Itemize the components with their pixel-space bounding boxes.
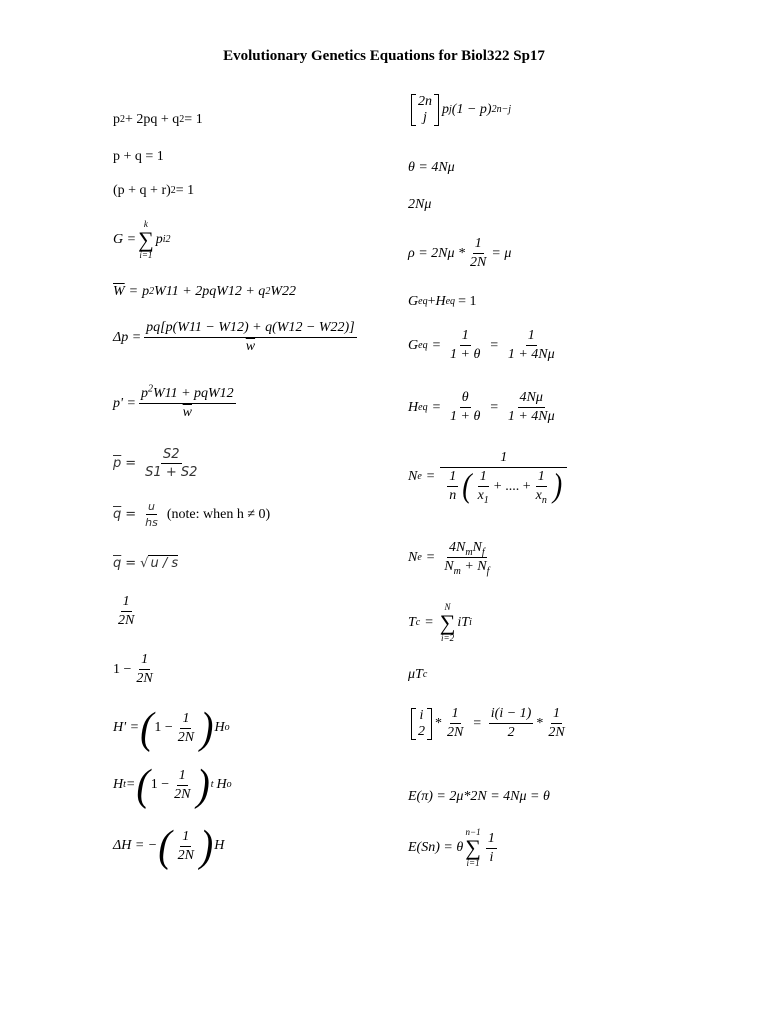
mutation-input-expression: 2Nμ bbox=[408, 197, 432, 212]
allele-sum-equation: p + q = 1 bbox=[113, 149, 164, 164]
theta-equation: θ = 4Nμ bbox=[408, 160, 455, 175]
g-h-equilibrium-sum-equation: G eq + H eq = 1 bbox=[408, 294, 477, 309]
binomial-probability-equation: 2n j p j (1 − p) 2n−j bbox=[408, 94, 511, 126]
inverse-2n-expression: $\frac{1}{2N}$ bbox=[118, 594, 135, 628]
effective-size-sex-ratio-equation: N e = $\frac{4N_mN_f}{N_m + N_f}$ bbox=[408, 540, 490, 577]
q-equilibrium-equation: $\overline{q}$ = $\frac{u}{hs}$ (note: when h ≠ 0) bbox=[113, 500, 271, 529]
h-equilibrium-equation: H eq = $\frac{\theta}{1 + \theta}$ = $\frac{4N\mu}{1 + 4N\mu}$ bbox=[408, 390, 555, 424]
coalescence-probability-equation: i 2 * $\frac{1}{2N}$ = $\frac{i(i - 1)}{2}$ * $\frac{1}{2N}$ bbox=[408, 706, 570, 741]
p-prime-equation: p' = $\frac{p^2W11 + pqW12}{w}$ bbox=[113, 383, 234, 420]
mu-tc-expression: μT c bbox=[408, 667, 428, 682]
h-prime-equation: H' = ( 1 − $\frac{1}{2N}$ ) H o bbox=[113, 702, 230, 753]
expected-segregating-sites-equation: E(Sn) = θ n−1 ∑ i=1 $\frac{1}{i}$ bbox=[408, 827, 495, 868]
substitution-rate-equation: ρ = 2Nμ * $\frac{1}{2N}$ = μ bbox=[408, 236, 512, 270]
expected-pi-equation: E(π) = 2μ*2N = 4Nμ = θ bbox=[408, 789, 550, 804]
mean-fitness-equation: $\overline{W}$ = p 2 W11 + 2pqW12 + q 2 W22 bbox=[113, 284, 296, 299]
h-t-equation: H t = ( 1 − $\frac{1}{2N}$ ) t H o bbox=[113, 759, 232, 810]
page-title: Evolutionary Genetics Equations for Biol322 Sp17 bbox=[223, 48, 545, 64]
effective-size-harmonic-equation: N e = 1 $\frac{1}{n}$ ( $\frac{1}{x_1}$ + .... + $\frac{1}{x_n}$ ) bbox=[408, 450, 568, 504]
q-mutation-selection-equation: $\overline{q}$ = √ u / s bbox=[113, 555, 179, 571]
one-minus-inverse-2n-expression: 1 − $\frac{1}{2N}$ bbox=[113, 652, 153, 686]
g-equilibrium-equation: G eq = $\frac{1}{1 + \theta}$ = $\frac{1}{1 + 4N\mu}$ bbox=[408, 328, 555, 362]
homozygosity-equation: G = k ∑ i=1 p i 2 bbox=[113, 219, 171, 260]
p-equilibrium-equation: $\overline{p}$ = $\frac{S2}{S1 + S2}$ bbox=[113, 447, 198, 480]
coalescent-total-time-equation: T c = N ∑ i=2 iT i bbox=[408, 602, 472, 643]
delta-h-equation: ΔH = − ( $\frac{1}{2N}$ ) H bbox=[113, 820, 225, 871]
three-allele-equation: (p + q + r) 2 = 1 bbox=[113, 183, 195, 198]
hardy-weinberg-equation: p 2 + 2pq + q 2 = 1 bbox=[113, 112, 203, 127]
delta-p-equation: Δp = $\frac{pq[p(W11 - W12) + q(W12 - W22)]}{w}$ bbox=[113, 320, 355, 354]
